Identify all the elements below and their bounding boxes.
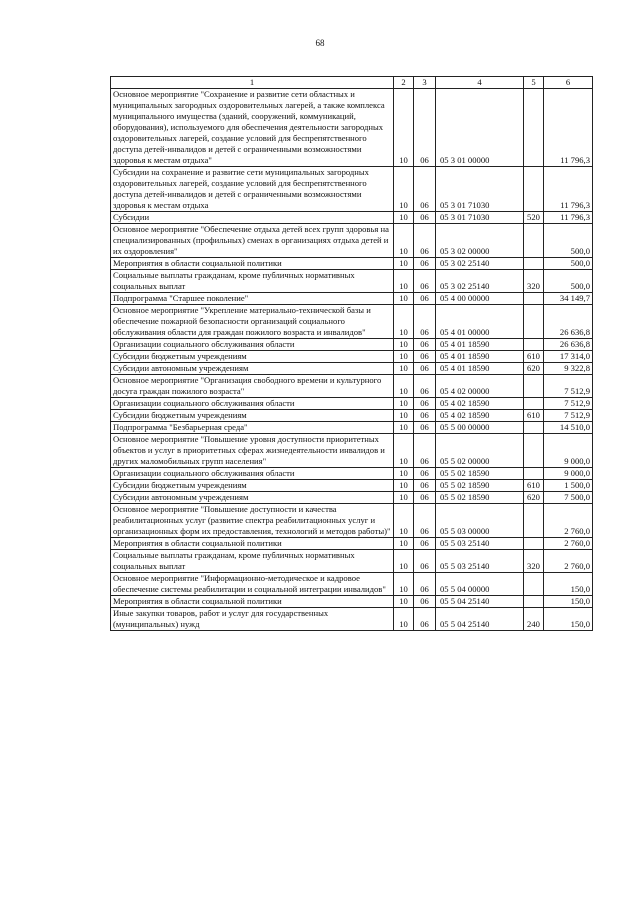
row-amount: 500,0 bbox=[544, 258, 593, 270]
row-amount: 2 760,0 bbox=[544, 550, 593, 573]
row-target-article-code: 05 5 02 18590 bbox=[436, 468, 524, 480]
row-amount: 14 510,0 bbox=[544, 422, 593, 434]
table-row bbox=[111, 410, 593, 422]
row-subsection-code: 06 bbox=[414, 258, 436, 270]
row-section-code: 10 bbox=[394, 468, 414, 480]
column-header-4: 4 bbox=[436, 77, 524, 89]
row-expense-type-code bbox=[524, 339, 544, 351]
row-expense-type-code bbox=[524, 224, 544, 258]
row-target-article-code: 05 5 00 00000 bbox=[436, 422, 524, 434]
row-section-code: 10 bbox=[394, 375, 414, 398]
row-expense-type-code: 240 bbox=[524, 608, 544, 631]
table-row bbox=[111, 573, 593, 596]
row-amount: 150,0 bbox=[544, 573, 593, 596]
row-expense-type-code bbox=[524, 258, 544, 270]
row-amount: 2 760,0 bbox=[544, 538, 593, 550]
table-row bbox=[111, 504, 593, 538]
row-section-code: 10 bbox=[394, 212, 414, 224]
row-target-article-code: 05 3 01 71030 bbox=[436, 212, 524, 224]
table-row bbox=[111, 305, 593, 339]
row-section-code: 10 bbox=[394, 258, 414, 270]
row-amount: 26 636,8 bbox=[544, 339, 593, 351]
row-amount: 26 636,8 bbox=[544, 305, 593, 339]
row-subsection-code: 06 bbox=[414, 504, 436, 538]
row-target-article-code: 05 5 03 25140 bbox=[436, 538, 524, 550]
table-row bbox=[111, 89, 593, 167]
row-section-code: 10 bbox=[394, 538, 414, 550]
row-description: Организации социального обслуживания области bbox=[111, 339, 394, 351]
row-amount: 17 314,0 bbox=[544, 351, 593, 363]
row-subsection-code: 06 bbox=[414, 363, 436, 375]
row-target-article-code: 05 3 01 00000 bbox=[436, 89, 524, 167]
row-target-article-code: 05 5 04 25140 bbox=[436, 596, 524, 608]
row-expense-type-code: 620 bbox=[524, 363, 544, 375]
row-target-article-code: 05 4 02 18590 bbox=[436, 410, 524, 422]
row-description: Основное мероприятие "Укрепление материально-технической базы и обеспечение пожарной безопасности организаций социального обслуживания области для граждан пожилого возраста и инвалидов" bbox=[111, 305, 394, 339]
row-description: Организации социального обслуживания области bbox=[111, 398, 394, 410]
row-description: Основное мероприятие "Повышение уровня доступности приоритетных объектов и услуг в приоритетных сферах жизнедеятельности инвалидов и других маломобильных групп населения" bbox=[111, 434, 394, 468]
row-expense-type-code bbox=[524, 573, 544, 596]
row-target-article-code: 05 5 02 18590 bbox=[436, 480, 524, 492]
budget-table bbox=[110, 76, 593, 631]
row-amount: 11 796,3 bbox=[544, 167, 593, 212]
row-description: Социальные выплаты гражданам, кроме публичных нормативных социальных выплат bbox=[111, 550, 394, 573]
row-target-article-code: 05 3 02 00000 bbox=[436, 224, 524, 258]
table-row bbox=[111, 351, 593, 363]
row-target-article-code: 05 5 04 00000 bbox=[436, 573, 524, 596]
row-amount: 150,0 bbox=[544, 596, 593, 608]
row-amount: 9 000,0 bbox=[544, 468, 593, 480]
row-expense-type-code bbox=[524, 398, 544, 410]
table-row bbox=[111, 270, 593, 293]
row-description: Мероприятия в области социальной политики bbox=[111, 596, 394, 608]
row-subsection-code: 06 bbox=[414, 339, 436, 351]
column-header-6: 6 bbox=[544, 77, 593, 89]
row-description: Основное мероприятие "Обеспечение отдыха детей всех групп здоровья на специализированных (профильных) сменах в организациях отдыха детей и их оздоровления" bbox=[111, 224, 394, 258]
table-row bbox=[111, 339, 593, 351]
row-subsection-code: 06 bbox=[414, 538, 436, 550]
table-row bbox=[111, 550, 593, 573]
row-expense-type-code bbox=[524, 434, 544, 468]
row-expense-type-code: 610 bbox=[524, 410, 544, 422]
row-expense-type-code bbox=[524, 596, 544, 608]
row-description: Подпрограмма "Безбарьерная среда" bbox=[111, 422, 394, 434]
row-description: Субсидии бюджетным учреждениям bbox=[111, 410, 394, 422]
row-expense-type-code bbox=[524, 468, 544, 480]
row-amount: 11 796,3 bbox=[544, 89, 593, 167]
row-section-code: 10 bbox=[394, 550, 414, 573]
row-expense-type-code bbox=[524, 422, 544, 434]
row-subsection-code: 06 bbox=[414, 351, 436, 363]
row-section-code: 10 bbox=[394, 480, 414, 492]
row-target-article-code: 05 4 02 00000 bbox=[436, 375, 524, 398]
row-subsection-code: 06 bbox=[414, 375, 436, 398]
row-expense-type-code bbox=[524, 167, 544, 212]
row-expense-type-code: 320 bbox=[524, 550, 544, 573]
row-section-code: 10 bbox=[394, 492, 414, 504]
row-description: Основное мероприятие "Повышение доступности и качества реабилитационных услуг (развитие спектра реабилитационных услуг и организационных форм их предоставления, технологий и методов работы)" bbox=[111, 504, 394, 538]
row-description: Субсидии бюджетным учреждениям bbox=[111, 480, 394, 492]
row-subsection-code: 06 bbox=[414, 224, 436, 258]
row-target-article-code: 05 4 01 00000 bbox=[436, 305, 524, 339]
row-target-article-code: 05 4 01 18590 bbox=[436, 339, 524, 351]
row-subsection-code: 06 bbox=[414, 596, 436, 608]
row-target-article-code: 05 3 02 25140 bbox=[436, 270, 524, 293]
row-expense-type-code bbox=[524, 538, 544, 550]
row-description: Основное мероприятие "Сохранение и развитие сети областных и муниципальных загородных оздоровительных лагерей, а также комплекса муниципального имущества (зданий, сооружений, коммуникаций, оборудования), используемого для обеспечения деятельности загородных оздоровительных лагерей, создание условий для беспрепятственного доступа детей-инвалидов и детей с ограниченными возможностями здоровья к местам отдыха" bbox=[111, 89, 394, 167]
row-target-article-code: 05 5 02 00000 bbox=[436, 434, 524, 468]
row-amount: 9 322,8 bbox=[544, 363, 593, 375]
row-description: Мероприятия в области социальной политики bbox=[111, 538, 394, 550]
row-subsection-code: 06 bbox=[414, 480, 436, 492]
row-expense-type-code: 610 bbox=[524, 480, 544, 492]
row-subsection-code: 06 bbox=[414, 492, 436, 504]
row-section-code: 10 bbox=[394, 410, 414, 422]
table-row bbox=[111, 224, 593, 258]
table-row bbox=[111, 434, 593, 468]
row-amount: 34 149,7 bbox=[544, 293, 593, 305]
row-amount: 7 512,9 bbox=[544, 398, 593, 410]
row-amount: 500,0 bbox=[544, 224, 593, 258]
row-section-code: 10 bbox=[394, 363, 414, 375]
table-row bbox=[111, 398, 593, 410]
row-target-article-code: 05 5 03 25140 bbox=[436, 550, 524, 573]
row-description: Организации социального обслуживания области bbox=[111, 468, 394, 480]
row-section-code: 10 bbox=[394, 270, 414, 293]
row-amount: 7 500,0 bbox=[544, 492, 593, 504]
row-subsection-code: 06 bbox=[414, 410, 436, 422]
row-subsection-code: 06 bbox=[414, 468, 436, 480]
row-section-code: 10 bbox=[394, 339, 414, 351]
table-row bbox=[111, 596, 593, 608]
row-description: Субсидии автономным учреждениям bbox=[111, 492, 394, 504]
row-expense-type-code bbox=[524, 293, 544, 305]
row-subsection-code: 06 bbox=[414, 212, 436, 224]
row-section-code: 10 bbox=[394, 351, 414, 363]
table-row bbox=[111, 258, 593, 270]
row-target-article-code: 05 4 02 18590 bbox=[436, 398, 524, 410]
row-subsection-code: 06 bbox=[414, 434, 436, 468]
row-subsection-code: 06 bbox=[414, 270, 436, 293]
row-subsection-code: 06 bbox=[414, 398, 436, 410]
row-section-code: 10 bbox=[394, 573, 414, 596]
column-number-row bbox=[111, 77, 593, 89]
row-subsection-code: 06 bbox=[414, 167, 436, 212]
row-amount: 7 512,9 bbox=[544, 410, 593, 422]
row-amount: 11 796,3 bbox=[544, 212, 593, 224]
row-description: Подпрограмма "Старшее поколение" bbox=[111, 293, 394, 305]
row-section-code: 10 bbox=[394, 608, 414, 631]
row-expense-type-code: 520 bbox=[524, 212, 544, 224]
table-row bbox=[111, 480, 593, 492]
row-section-code: 10 bbox=[394, 293, 414, 305]
table-row bbox=[111, 468, 593, 480]
row-expense-type-code bbox=[524, 305, 544, 339]
row-description: Субсидии на сохранение и развитие сети муниципальных загородных оздоровительных лагерей, создание условий для беспрепятственного доступа детей-инвалидов и детей с ограниченными возможностями здоровья к местам отдыха bbox=[111, 167, 394, 212]
page-number: 68 bbox=[315, 38, 325, 48]
row-amount: 1 500,0 bbox=[544, 480, 593, 492]
row-section-code: 10 bbox=[394, 167, 414, 212]
row-subsection-code: 06 bbox=[414, 608, 436, 631]
table-row bbox=[111, 422, 593, 434]
table-row bbox=[111, 293, 593, 305]
table-row bbox=[111, 363, 593, 375]
row-section-code: 10 bbox=[394, 89, 414, 167]
row-expense-type-code: 610 bbox=[524, 351, 544, 363]
row-target-article-code: 05 4 01 18590 bbox=[436, 351, 524, 363]
row-expense-type-code bbox=[524, 375, 544, 398]
row-amount: 150,0 bbox=[544, 608, 593, 631]
row-section-code: 10 bbox=[394, 398, 414, 410]
row-description: Субсидии бюджетным учреждениям bbox=[111, 351, 394, 363]
table-row bbox=[111, 492, 593, 504]
column-header-5: 5 bbox=[524, 77, 544, 89]
row-description: Субсидии bbox=[111, 212, 394, 224]
row-description: Субсидии автономным учреждениям bbox=[111, 363, 394, 375]
row-section-code: 10 bbox=[394, 504, 414, 538]
row-amount: 500,0 bbox=[544, 270, 593, 293]
row-description: Мероприятия в области социальной политики bbox=[111, 258, 394, 270]
table-row bbox=[111, 608, 593, 631]
row-description: Основное мероприятие "Организация свободного времени и культурного досуга граждан пожилого возраста" bbox=[111, 375, 394, 398]
budget-table-body bbox=[111, 77, 593, 631]
row-amount: 9 000,0 bbox=[544, 434, 593, 468]
row-target-article-code: 05 4 01 18590 bbox=[436, 363, 524, 375]
row-amount: 7 512,9 bbox=[544, 375, 593, 398]
row-subsection-code: 06 bbox=[414, 422, 436, 434]
row-subsection-code: 06 bbox=[414, 89, 436, 167]
row-description: Основное мероприятие "Информационно-методическое и кадровое обеспечение системы реабилитации и социальной интеграции инвалидов" bbox=[111, 573, 394, 596]
row-target-article-code: 05 5 02 18590 bbox=[436, 492, 524, 504]
row-expense-type-code: 320 bbox=[524, 270, 544, 293]
row-section-code: 10 bbox=[394, 224, 414, 258]
row-target-article-code: 05 5 04 25140 bbox=[436, 608, 524, 631]
row-expense-type-code bbox=[524, 89, 544, 167]
row-amount: 2 760,0 bbox=[544, 504, 593, 538]
row-description: Социальные выплаты гражданам, кроме публичных нормативных социальных выплат bbox=[111, 270, 394, 293]
row-subsection-code: 06 bbox=[414, 550, 436, 573]
table-row bbox=[111, 538, 593, 550]
table-row bbox=[111, 212, 593, 224]
row-target-article-code: 05 4 00 00000 bbox=[436, 293, 524, 305]
row-description: Иные закупки товаров, работ и услуг для государственных (муниципальных) нужд bbox=[111, 608, 394, 631]
row-expense-type-code bbox=[524, 504, 544, 538]
row-section-code: 10 bbox=[394, 305, 414, 339]
row-expense-type-code: 620 bbox=[524, 492, 544, 504]
column-header-2: 2 bbox=[394, 77, 414, 89]
row-target-article-code: 05 3 01 71030 bbox=[436, 167, 524, 212]
row-target-article-code: 05 3 02 25140 bbox=[436, 258, 524, 270]
column-header-1: 1 bbox=[111, 77, 394, 89]
row-subsection-code: 06 bbox=[414, 573, 436, 596]
row-section-code: 10 bbox=[394, 422, 414, 434]
table-row bbox=[111, 375, 593, 398]
row-subsection-code: 06 bbox=[414, 293, 436, 305]
table-row bbox=[111, 167, 593, 212]
row-section-code: 10 bbox=[394, 434, 414, 468]
row-subsection-code: 06 bbox=[414, 305, 436, 339]
row-section-code: 10 bbox=[394, 596, 414, 608]
column-header-3: 3 bbox=[414, 77, 436, 89]
row-target-article-code: 05 5 03 00000 bbox=[436, 504, 524, 538]
